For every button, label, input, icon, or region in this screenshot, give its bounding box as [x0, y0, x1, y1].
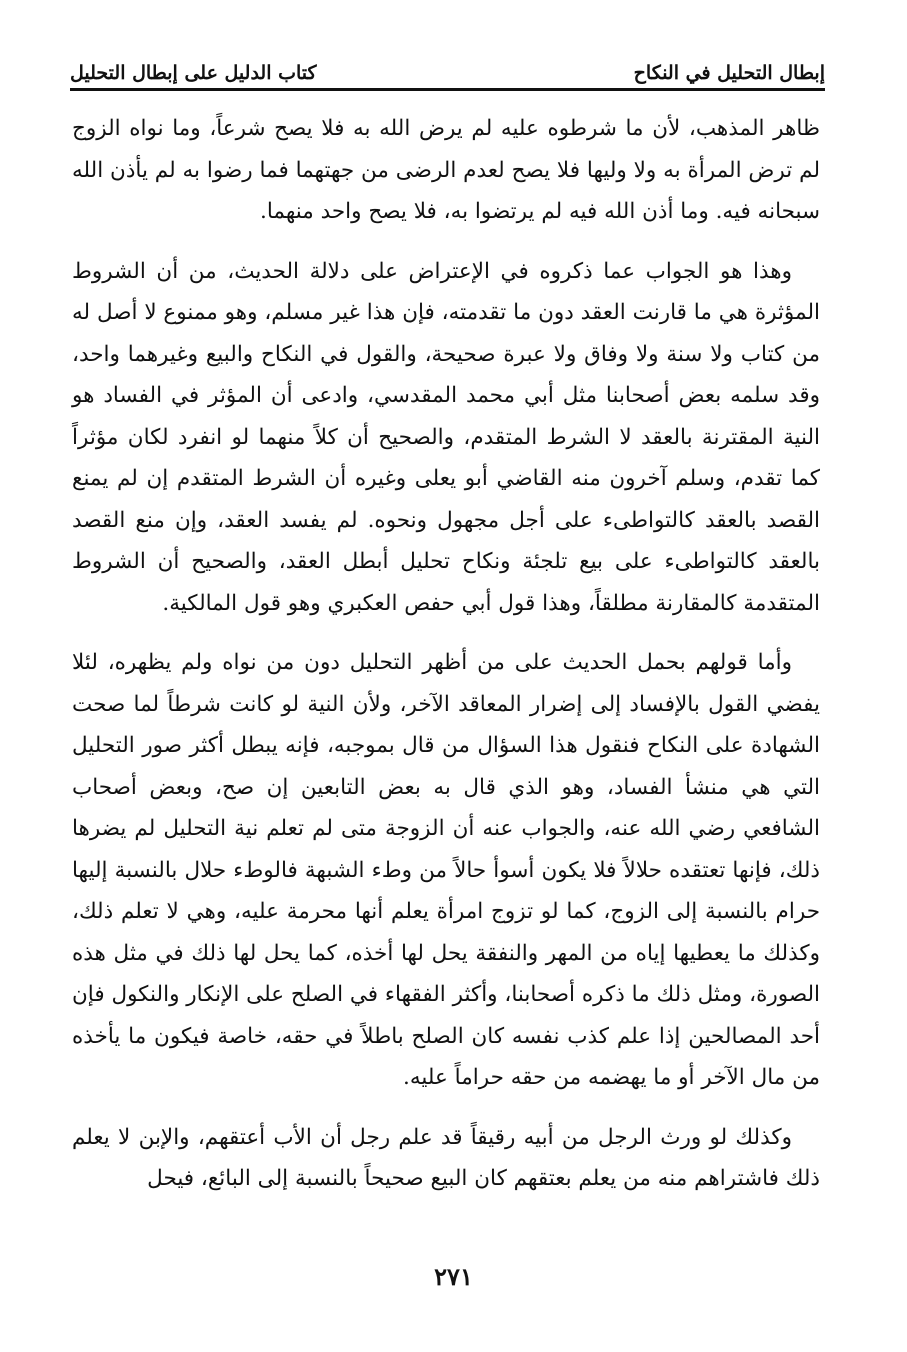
paragraph-2: وهذا هو الجواب عما ذكروه في الإعتراض على دلالة الحديث، من أن الشروط المؤثرة هي ما قارنت العقد دون ما تقدمته، فإن هذا غير مسلم، وهو ممنوع لا أصل له من كتاب ولا سنة ولا وفاق ولا عبرة صحيحة، والقول في النكاح والبيع وغيرهما واحد، وقد سلمه بعض أصحابنا مثل أبي محمد المقدسي، وادعى أن المؤثر في الفساد هو النية المقترنة بالعقد لا الشرط المتقدم، والصحيح أن كلاً منهما لو انفرد لكان مؤثراً كما تقدم، وسلم آخرون منه القاضي أبو يعلى وغيره أن الشرط المتقدم إن لم يمنع القصد بالعقد كالتواطىء على أجل مجهول ونحوه. لم يفسد العقد، وإن منع القصد بالعقد كالتواطىء على بيع تلجئة ونكاح تحليل أبطل العقد، والصحيح أن الشروط المتقدمة كالمقارنة مطلقاً، وهذا قول أبي حفص العكبري وهو قول المالكية.: [72, 258, 820, 616]
header-book-title: كتاب الدليل على إبطال التحليل: [70, 62, 317, 84]
header-divider: [70, 88, 825, 91]
header-chapter-title: إبطال التحليل في النكاح: [633, 62, 825, 84]
paragraph-1: ظاهر المذهب، لأن ما شرطوه عليه لم يرض الله به فلا يصح شرعاً، وما نواه الزوج لم ترض المرأة به ولا وليها فلا يصح لعدم الرضى من جهتهما فما رضوا به لم يأذن الله سبحانه فيه. وما أذن الله فيه لم يرتضوا به، فلا يصح واحد منهما.: [72, 116, 820, 224]
paragraph-3: وأما قولهم بحمل الحديث على من أظهر التحليل دون من نواه ولم يظهره، لئلا يفضي القول بالإفساد إلى إضرار المعاقد الآخر، ولأن النية لو كانت شرطاً لما صحت الشهادة على النكاح فنقول هذا السؤال من قال بموجبه، فإنه يبطل أكثر صور التحليل التي هي منشأ الفساد، وهو الذي قال به بعض التابعين إن صح، وبعض أصحاب الشافعي رضي الله عنه، والجواب عنه أن الزوجة متى لم تعلم نية التحليل لم يضرها ذلك، فإنها تعتقده حلالاً فلا يكون أسوأ حالاً من وطء الشبهة فالوطء حلال بالنسبة إليها حرام بالنسبة إلى الزوج، كما لو تزوج امرأة يعلم أنها محرمة عليه، وهي لا تعلم ذلك، وكذلك ما يعطيها إياه من المهر والنفقة يحل لها أخذه، كما يحل لها ذلك في مثل هذه الصورة، ومثل ذلك ما ذكره أصحابنا، وأكثر الفقهاء في الصلح على الإنكار والنكول فإن أحد المصالحين إذا علم كذب نفسه كان الصلح باطلاً في حقه، خاصة فيكون ما يأخذه من مال الآخر أو ما يهضمه من حقه حراماً عليه.: [72, 650, 820, 1090]
body-text: [72, 108, 820, 1218]
paragraph-4: وكذلك لو ورث الرجل من أبيه رقيقاً قد علم رجل أن الأب أعتقهم، والإبن لا يعلم ذلك فاشتراهم منه من يعلم بعتقهم كان البيع صحيحاً بالنسبة إلى البائع، فيحل: [72, 1124, 820, 1191]
running-header: [70, 48, 825, 84]
page-number: ٢٧١: [434, 1262, 473, 1291]
